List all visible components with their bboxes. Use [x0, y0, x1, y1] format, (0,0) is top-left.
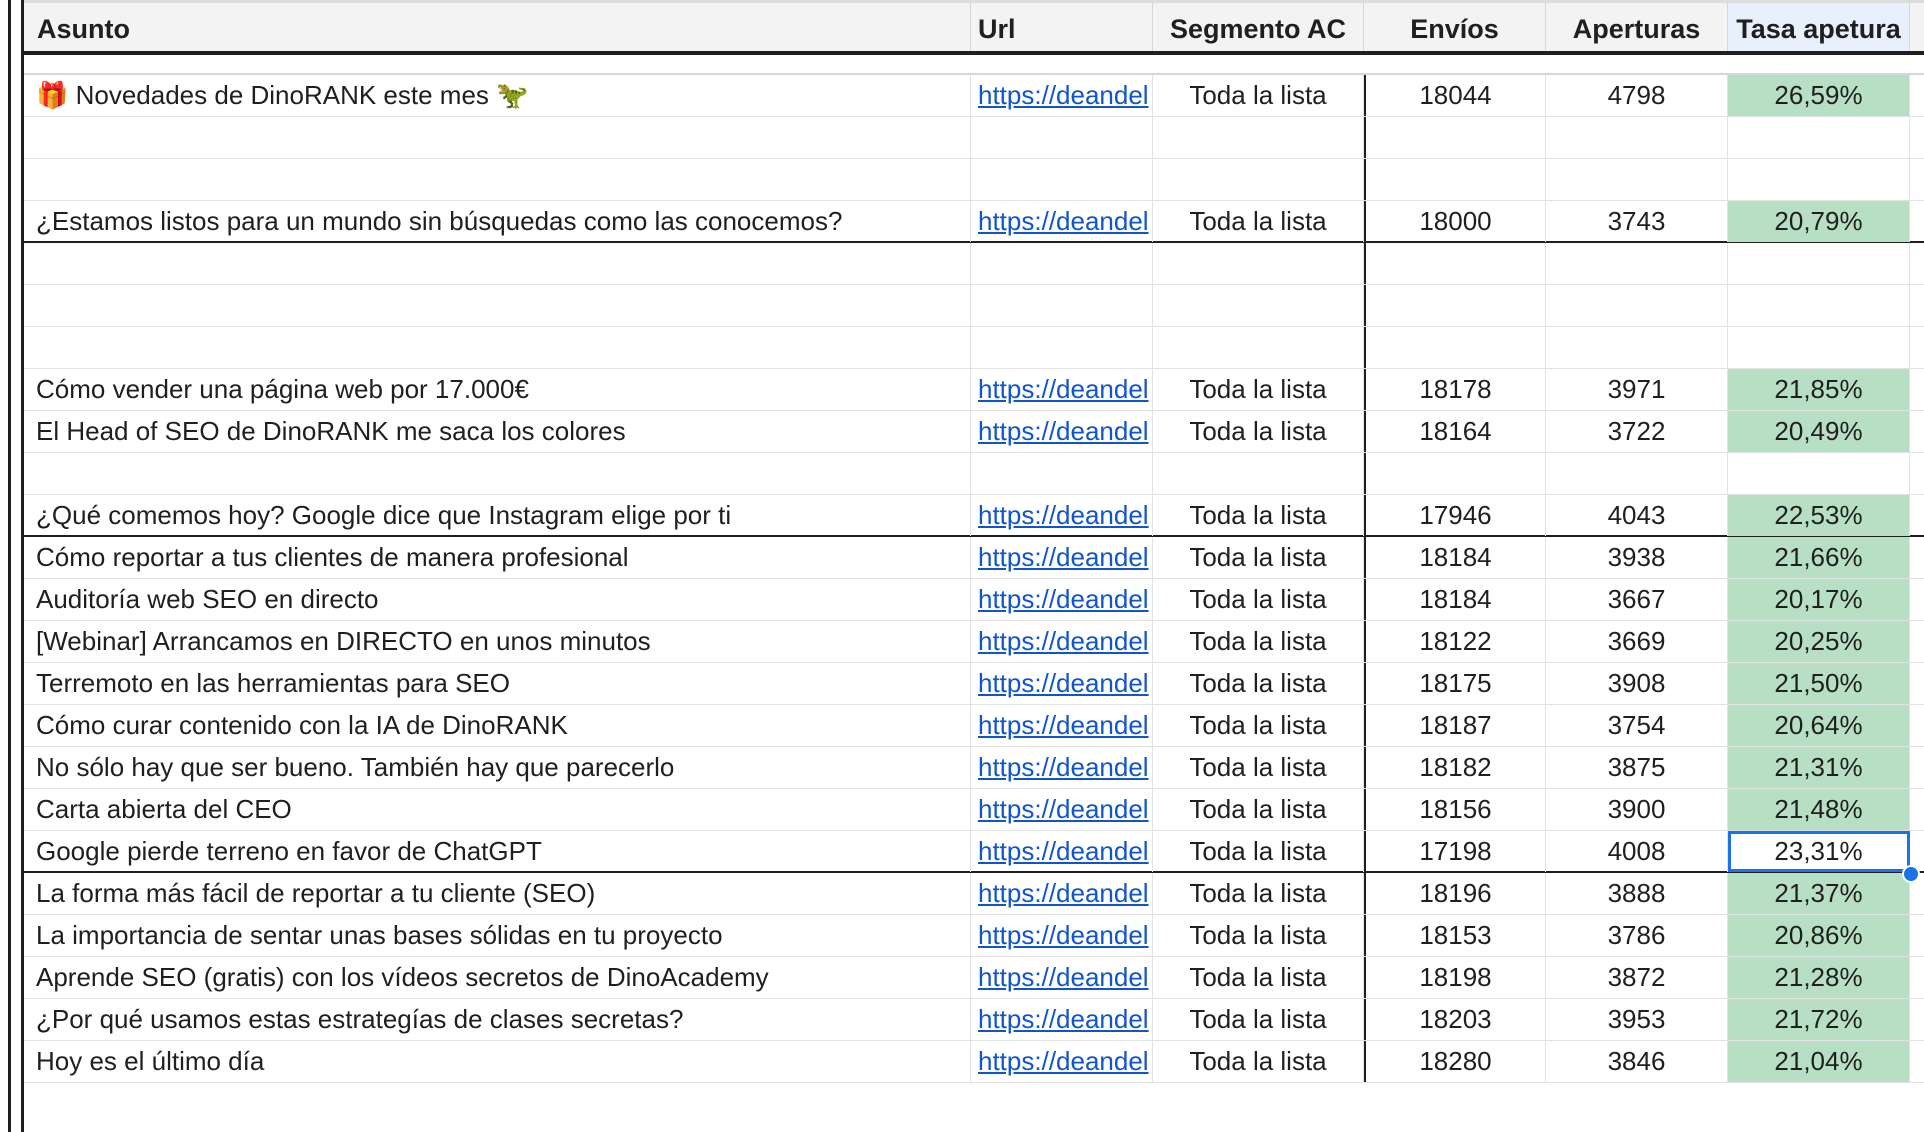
cell-opens[interactable] — [1546, 117, 1728, 158]
cell-sent[interactable]: 18184 — [1364, 537, 1546, 578]
cell-subject[interactable] — [24, 453, 971, 494]
cell-rate[interactable]: 26,59% — [1728, 75, 1910, 116]
cell-rate[interactable]: 21,04% — [1728, 1041, 1910, 1082]
header-opens[interactable]: Aperturas — [1546, 3, 1728, 55]
cell-url[interactable] — [971, 327, 1153, 368]
cell-segment[interactable]: Toda la lista — [1153, 537, 1364, 578]
cell-segment[interactable] — [1153, 327, 1364, 368]
cell-subject[interactable]: La forma más fácil de reportar a tu cliente (SEO) — [24, 873, 971, 914]
empty-row — [24, 243, 1924, 285]
cell-sent[interactable]: 17198 — [1364, 831, 1546, 872]
cell-rate[interactable]: 20,49% — [1728, 411, 1910, 452]
cell-subject[interactable]: Carta abierta del CEO — [24, 789, 971, 830]
cell-url[interactable] — [971, 453, 1153, 494]
cell-rate[interactable]: 21,85% — [1728, 369, 1910, 410]
cell-url[interactable]: https://deandel — [971, 621, 1153, 662]
gutter-divider — [8, 0, 11, 1132]
cell-url[interactable]: https://deandel — [971, 873, 1153, 914]
cell-url[interactable]: https://deandel — [971, 915, 1153, 956]
cell-sent[interactable] — [1364, 327, 1546, 368]
cell-opens[interactable]: 3743 — [1546, 201, 1728, 242]
cell-segment[interactable]: Toda la lista — [1153, 201, 1364, 242]
table-row — [24, 75, 1924, 117]
cell-subject[interactable] — [24, 243, 971, 284]
cell-sent[interactable] — [1364, 159, 1546, 200]
cell-url[interactable]: https://deandel — [971, 537, 1153, 578]
cell-sent[interactable]: 17946 — [1364, 495, 1546, 536]
table-body — [24, 75, 1924, 1083]
empty-row — [24, 117, 1924, 159]
table-row — [24, 747, 1924, 789]
table-row — [24, 621, 1924, 663]
cell-sent[interactable]: 18044 — [1364, 75, 1546, 116]
empty-row — [24, 327, 1924, 369]
table-row — [24, 831, 1924, 873]
cell-segment[interactable]: Toda la lista — [1153, 75, 1364, 116]
header-segment[interactable]: Segmento AC — [1153, 3, 1364, 55]
cell-subject[interactable] — [24, 285, 971, 326]
cell-url[interactable] — [971, 243, 1153, 284]
cell-segment[interactable]: Toda la lista — [1153, 789, 1364, 830]
table-row — [24, 873, 1924, 915]
cell-rate[interactable] — [1728, 327, 1910, 368]
cell-subject[interactable] — [24, 327, 971, 368]
cell-opens[interactable]: 4008 — [1546, 831, 1728, 872]
table-row — [24, 495, 1924, 537]
empty-row — [24, 285, 1924, 327]
cell-rate[interactable]: 21,66% — [1728, 537, 1910, 578]
cell-segment[interactable]: Toda la lista — [1153, 831, 1364, 872]
cell-opens[interactable]: 3722 — [1546, 411, 1728, 452]
cell-subject[interactable]: Auditoría web SEO en directo — [24, 579, 971, 620]
cell-segment[interactable]: Toda la lista — [1153, 369, 1364, 410]
table-row — [24, 789, 1924, 831]
cell-url[interactable]: https://deandel — [971, 747, 1153, 788]
cell-opens[interactable]: 3754 — [1546, 705, 1728, 746]
cell-segment[interactable] — [1153, 285, 1364, 326]
table-row — [24, 705, 1924, 747]
cell-segment[interactable]: Toda la lista — [1153, 957, 1364, 998]
cell-opens[interactable]: 3953 — [1546, 999, 1728, 1040]
cell-subject[interactable]: El Head of SEO de DinoRANK me saca los colores — [24, 411, 971, 452]
cell-opens[interactable] — [1546, 453, 1728, 494]
cell-url[interactable]: https://deandel — [971, 957, 1153, 998]
cell-rate[interactable]: 23,31% — [1728, 831, 1910, 872]
cell-subject[interactable]: ¿Qué comemos hoy? Google dice que Instagram elige por ti — [24, 495, 971, 536]
cell-url[interactable]: https://deandel — [971, 201, 1153, 242]
cell-opens[interactable]: 3872 — [1546, 957, 1728, 998]
cell-sent[interactable]: 18198 — [1364, 957, 1546, 998]
cell-opens[interactable]: 3971 — [1546, 369, 1728, 410]
cell-sent[interactable]: 18184 — [1364, 579, 1546, 620]
cell-segment[interactable] — [1153, 243, 1364, 284]
cell-rate[interactable]: 20,25% — [1728, 621, 1910, 662]
cell-opens[interactable]: 3667 — [1546, 579, 1728, 620]
cell-segment[interactable]: Toda la lista — [1153, 999, 1364, 1040]
table-row — [24, 201, 1924, 243]
cell-sent[interactable]: 18164 — [1364, 411, 1546, 452]
cell-segment[interactable]: Toda la lista — [1153, 411, 1364, 452]
cell-opens[interactable]: 3888 — [1546, 873, 1728, 914]
header-sent[interactable]: Envíos — [1364, 3, 1546, 55]
cell-segment[interactable]: Toda la lista — [1153, 915, 1364, 956]
cell-sent[interactable]: 18203 — [1364, 999, 1546, 1040]
cell-subject[interactable]: Cómo vender una página web por 17.000€ — [24, 369, 971, 410]
cell-opens[interactable]: 3938 — [1546, 537, 1728, 578]
empty-row — [24, 159, 1924, 201]
table-row — [24, 663, 1924, 705]
table-row — [24, 579, 1924, 621]
cell-subject[interactable]: Terremoto en las herramientas para SEO — [24, 663, 971, 704]
cell-sent[interactable]: 18196 — [1364, 873, 1546, 914]
cell-sent[interactable]: 18156 — [1364, 789, 1546, 830]
cell-sent[interactable]: 18000 — [1364, 201, 1546, 242]
cell-subject[interactable]: Aprende SEO (gratis) con los vídeos secretos de DinoAcademy — [24, 957, 971, 998]
cell-url[interactable]: https://deandel — [971, 999, 1153, 1040]
table-row — [24, 1041, 1924, 1083]
cell-subject[interactable]: ¿Estamos listos para un mundo sin búsquedas como las conocemos? — [24, 201, 971, 242]
cell-segment[interactable]: Toda la lista — [1153, 579, 1364, 620]
cell-segment[interactable] — [1153, 117, 1364, 158]
cell-url[interactable]: https://deandel — [971, 411, 1153, 452]
cell-segment[interactable] — [1153, 453, 1364, 494]
cell-rate[interactable]: 20,64% — [1728, 705, 1910, 746]
cell-sent[interactable] — [1364, 243, 1546, 284]
cell-url[interactable] — [971, 285, 1153, 326]
cell-opens[interactable]: 4043 — [1546, 495, 1728, 536]
cell-rate[interactable] — [1728, 453, 1910, 494]
cell-rate[interactable]: 21,50% — [1728, 663, 1910, 704]
cell-rate[interactable]: 21,48% — [1728, 789, 1910, 830]
header-subject[interactable]: Asunto — [24, 3, 971, 55]
cell-sent[interactable]: 18280 — [1364, 1041, 1546, 1082]
cell-rate[interactable] — [1728, 117, 1910, 158]
cell-opens[interactable] — [1546, 243, 1728, 284]
cell-rate[interactable]: 21,72% — [1728, 999, 1910, 1040]
cell-url[interactable] — [971, 117, 1153, 158]
cell-url[interactable]: https://deandel — [971, 705, 1153, 746]
cell-subject[interactable] — [24, 117, 971, 158]
cell-rate[interactable]: 20,17% — [1728, 579, 1910, 620]
cell-url[interactable]: https://deandel — [971, 579, 1153, 620]
cell-opens[interactable]: 3846 — [1546, 1041, 1728, 1082]
cell-sent[interactable]: 18187 — [1364, 705, 1546, 746]
cell-subject[interactable]: Google pierde terreno en favor de ChatGPT — [24, 831, 971, 872]
row-gutter — [0, 0, 24, 1132]
cell-url[interactable]: https://deandel — [971, 369, 1153, 410]
cell-segment[interactable]: Toda la lista — [1153, 495, 1364, 536]
cell-opens[interactable] — [1546, 159, 1728, 200]
cell-opens[interactable]: 3786 — [1546, 915, 1728, 956]
cell-subject[interactable]: La importancia de sentar unas bases sólidas en tu proyecto — [24, 915, 971, 956]
cell-subject[interactable]: [Webinar] Arrancamos en DIRECTO en unos minutos — [24, 621, 971, 662]
cell-opens[interactable]: 3875 — [1546, 747, 1728, 788]
cell-opens[interactable] — [1546, 327, 1728, 368]
header-spacer — [24, 55, 1924, 75]
cell-segment[interactable] — [1153, 159, 1364, 200]
cell-url[interactable]: https://deandel — [971, 495, 1153, 536]
cell-opens[interactable]: 4798 — [1546, 75, 1728, 116]
table-row — [24, 957, 1924, 999]
cell-sent[interactable]: 18153 — [1364, 915, 1546, 956]
cell-rate[interactable]: 20,86% — [1728, 915, 1910, 956]
cell-rate[interactable] — [1728, 159, 1910, 200]
cell-rate[interactable] — [1728, 243, 1910, 284]
cell-subject[interactable]: Cómo reportar a tus clientes de manera profesional — [24, 537, 971, 578]
cell-sent[interactable]: 18178 — [1364, 369, 1546, 410]
cell-sent[interactable]: 18122 — [1364, 621, 1546, 662]
cell-segment[interactable]: Toda la lista — [1153, 621, 1364, 662]
cell-rate[interactable]: 21,31% — [1728, 747, 1910, 788]
table-row — [24, 411, 1924, 453]
cell-rate[interactable]: 21,37% — [1728, 873, 1910, 914]
header-url[interactable]: Url — [971, 3, 1153, 55]
cell-subject[interactable]: 🎁 Novedades de DinoRANK este mes 🦖 — [24, 75, 971, 116]
cell-url[interactable]: https://deandel — [971, 789, 1153, 830]
cell-rate[interactable] — [1728, 285, 1910, 326]
cell-subject[interactable]: Cómo curar contenido con la IA de DinoRANK — [24, 705, 971, 746]
cell-url[interactable]: https://deandel — [971, 1041, 1153, 1082]
table-row — [24, 537, 1924, 579]
cell-opens[interactable] — [1546, 285, 1728, 326]
cell-sent[interactable] — [1364, 117, 1546, 158]
cell-segment[interactable]: Toda la lista — [1153, 663, 1364, 704]
cell-rate[interactable]: 22,53% — [1728, 495, 1910, 536]
cell-sent[interactable]: 18182 — [1364, 747, 1546, 788]
cell-segment[interactable]: Toda la lista — [1153, 873, 1364, 914]
cell-opens[interactable]: 3900 — [1546, 789, 1728, 830]
cell-sent[interactable] — [1364, 453, 1546, 494]
cell-rate[interactable]: 21,28% — [1728, 957, 1910, 998]
cell-opens[interactable]: 3908 — [1546, 663, 1728, 704]
table-row — [24, 915, 1924, 957]
table-row — [24, 999, 1924, 1041]
cell-sent[interactable]: 18175 — [1364, 663, 1546, 704]
cell-segment[interactable]: Toda la lista — [1153, 747, 1364, 788]
cell-subject[interactable]: ¿Por qué usamos estas estrategías de clases secretas? — [24, 999, 971, 1040]
cell-subject[interactable]: No sólo hay que ser bueno. También hay que parecerlo — [24, 747, 971, 788]
cell-segment[interactable]: Toda la lista — [1153, 1041, 1364, 1082]
cell-url[interactable]: https://deandel — [971, 663, 1153, 704]
cell-segment[interactable]: Toda la lista — [1153, 705, 1364, 746]
cell-url[interactable] — [971, 159, 1153, 200]
selection-fill-handle[interactable] — [1902, 865, 1920, 883]
cell-url[interactable]: https://deandel — [971, 831, 1153, 872]
empty-row — [24, 453, 1924, 495]
cell-opens[interactable]: 3669 — [1546, 621, 1728, 662]
cell-subject[interactable]: Hoy es el último día — [24, 1041, 971, 1082]
cell-rate[interactable]: 20,79% — [1728, 201, 1910, 242]
header-rate[interactable]: Tasa apetura — [1728, 3, 1910, 55]
cell-subject[interactable] — [24, 159, 971, 200]
table-row — [24, 369, 1924, 411]
cell-sent[interactable] — [1364, 285, 1546, 326]
cell-url[interactable]: https://deandel — [971, 75, 1153, 116]
header-row — [24, 0, 1924, 52]
